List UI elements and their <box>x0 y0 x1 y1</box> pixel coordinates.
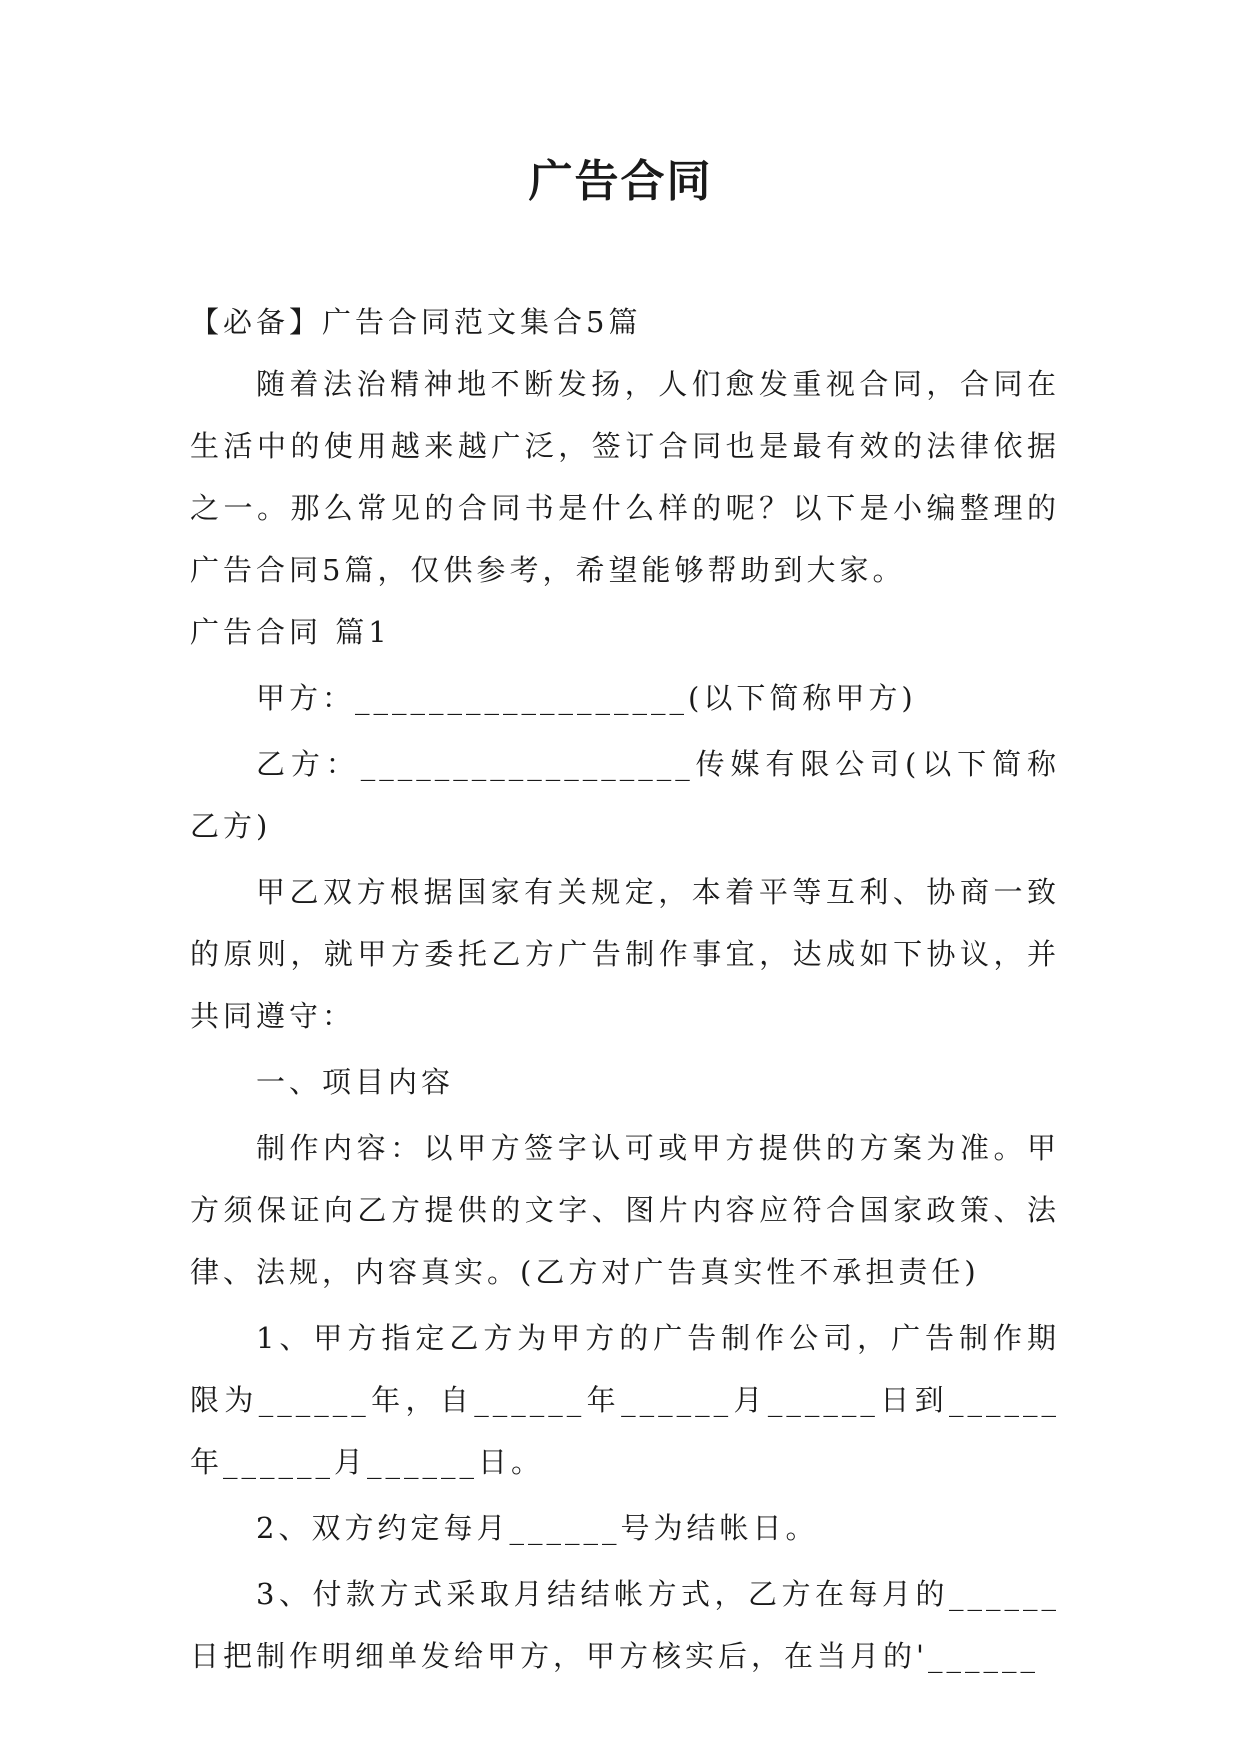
clause-paragraph: 1、甲方指定乙方为甲方的广告制作公司，广告制作期限为______年，自______年______月______日到______年______月______日。 <box>190 1321 1060 1479</box>
content-paragraph: 制作内容：以甲方签字认可或甲方提供的方案为准。甲方须保证向乙方提供的文字、图片内容应符合国家政策、法律、法规，内容真实。(乙方对广告真实性不承担责任) <box>190 1131 1060 1289</box>
clause-paragraph: 2、双方约定每月______号为结帐日。 <box>256 1511 819 1545</box>
intro-paragraph: 随着法治精神地不断发扬，人们愈发重视合同，合同在生活中的使用越来越广泛，签订合同也是最有效的法律依据之一。那么常见的合同书是什么样的呢？以下是小编整理的广告合同5篇，仅供参考，希望能够帮助到大家。 <box>190 367 1060 587</box>
party-b-line: 乙方：__________________传媒有限公司(以下简称乙方) <box>190 747 1060 843</box>
clause-paragraph: 3、付款方式采取月结结帐方式，乙方在每月的______日把制作明细单发给甲方，甲方核实后，在当月的'______ <box>190 1577 1060 1673</box>
section-heading: 广告合同 篇1 <box>190 615 391 649</box>
document-body <box>190 291 1060 1687</box>
document-title: 广告合同 <box>528 156 713 207</box>
clause-heading: 一、项目内容 <box>256 1065 455 1099</box>
preamble-paragraph: 甲乙双方根据国家有关规定，本着平等互利、协商一致的原则，就甲方委托乙方广告制作事宜，达成如下协议，并共同遵守： <box>190 875 1060 1033</box>
subtitle: 【必备】广告合同范文集合5篇 <box>190 305 642 339</box>
party-a-line: 甲方：__________________(以下简称甲方) <box>256 681 917 715</box>
